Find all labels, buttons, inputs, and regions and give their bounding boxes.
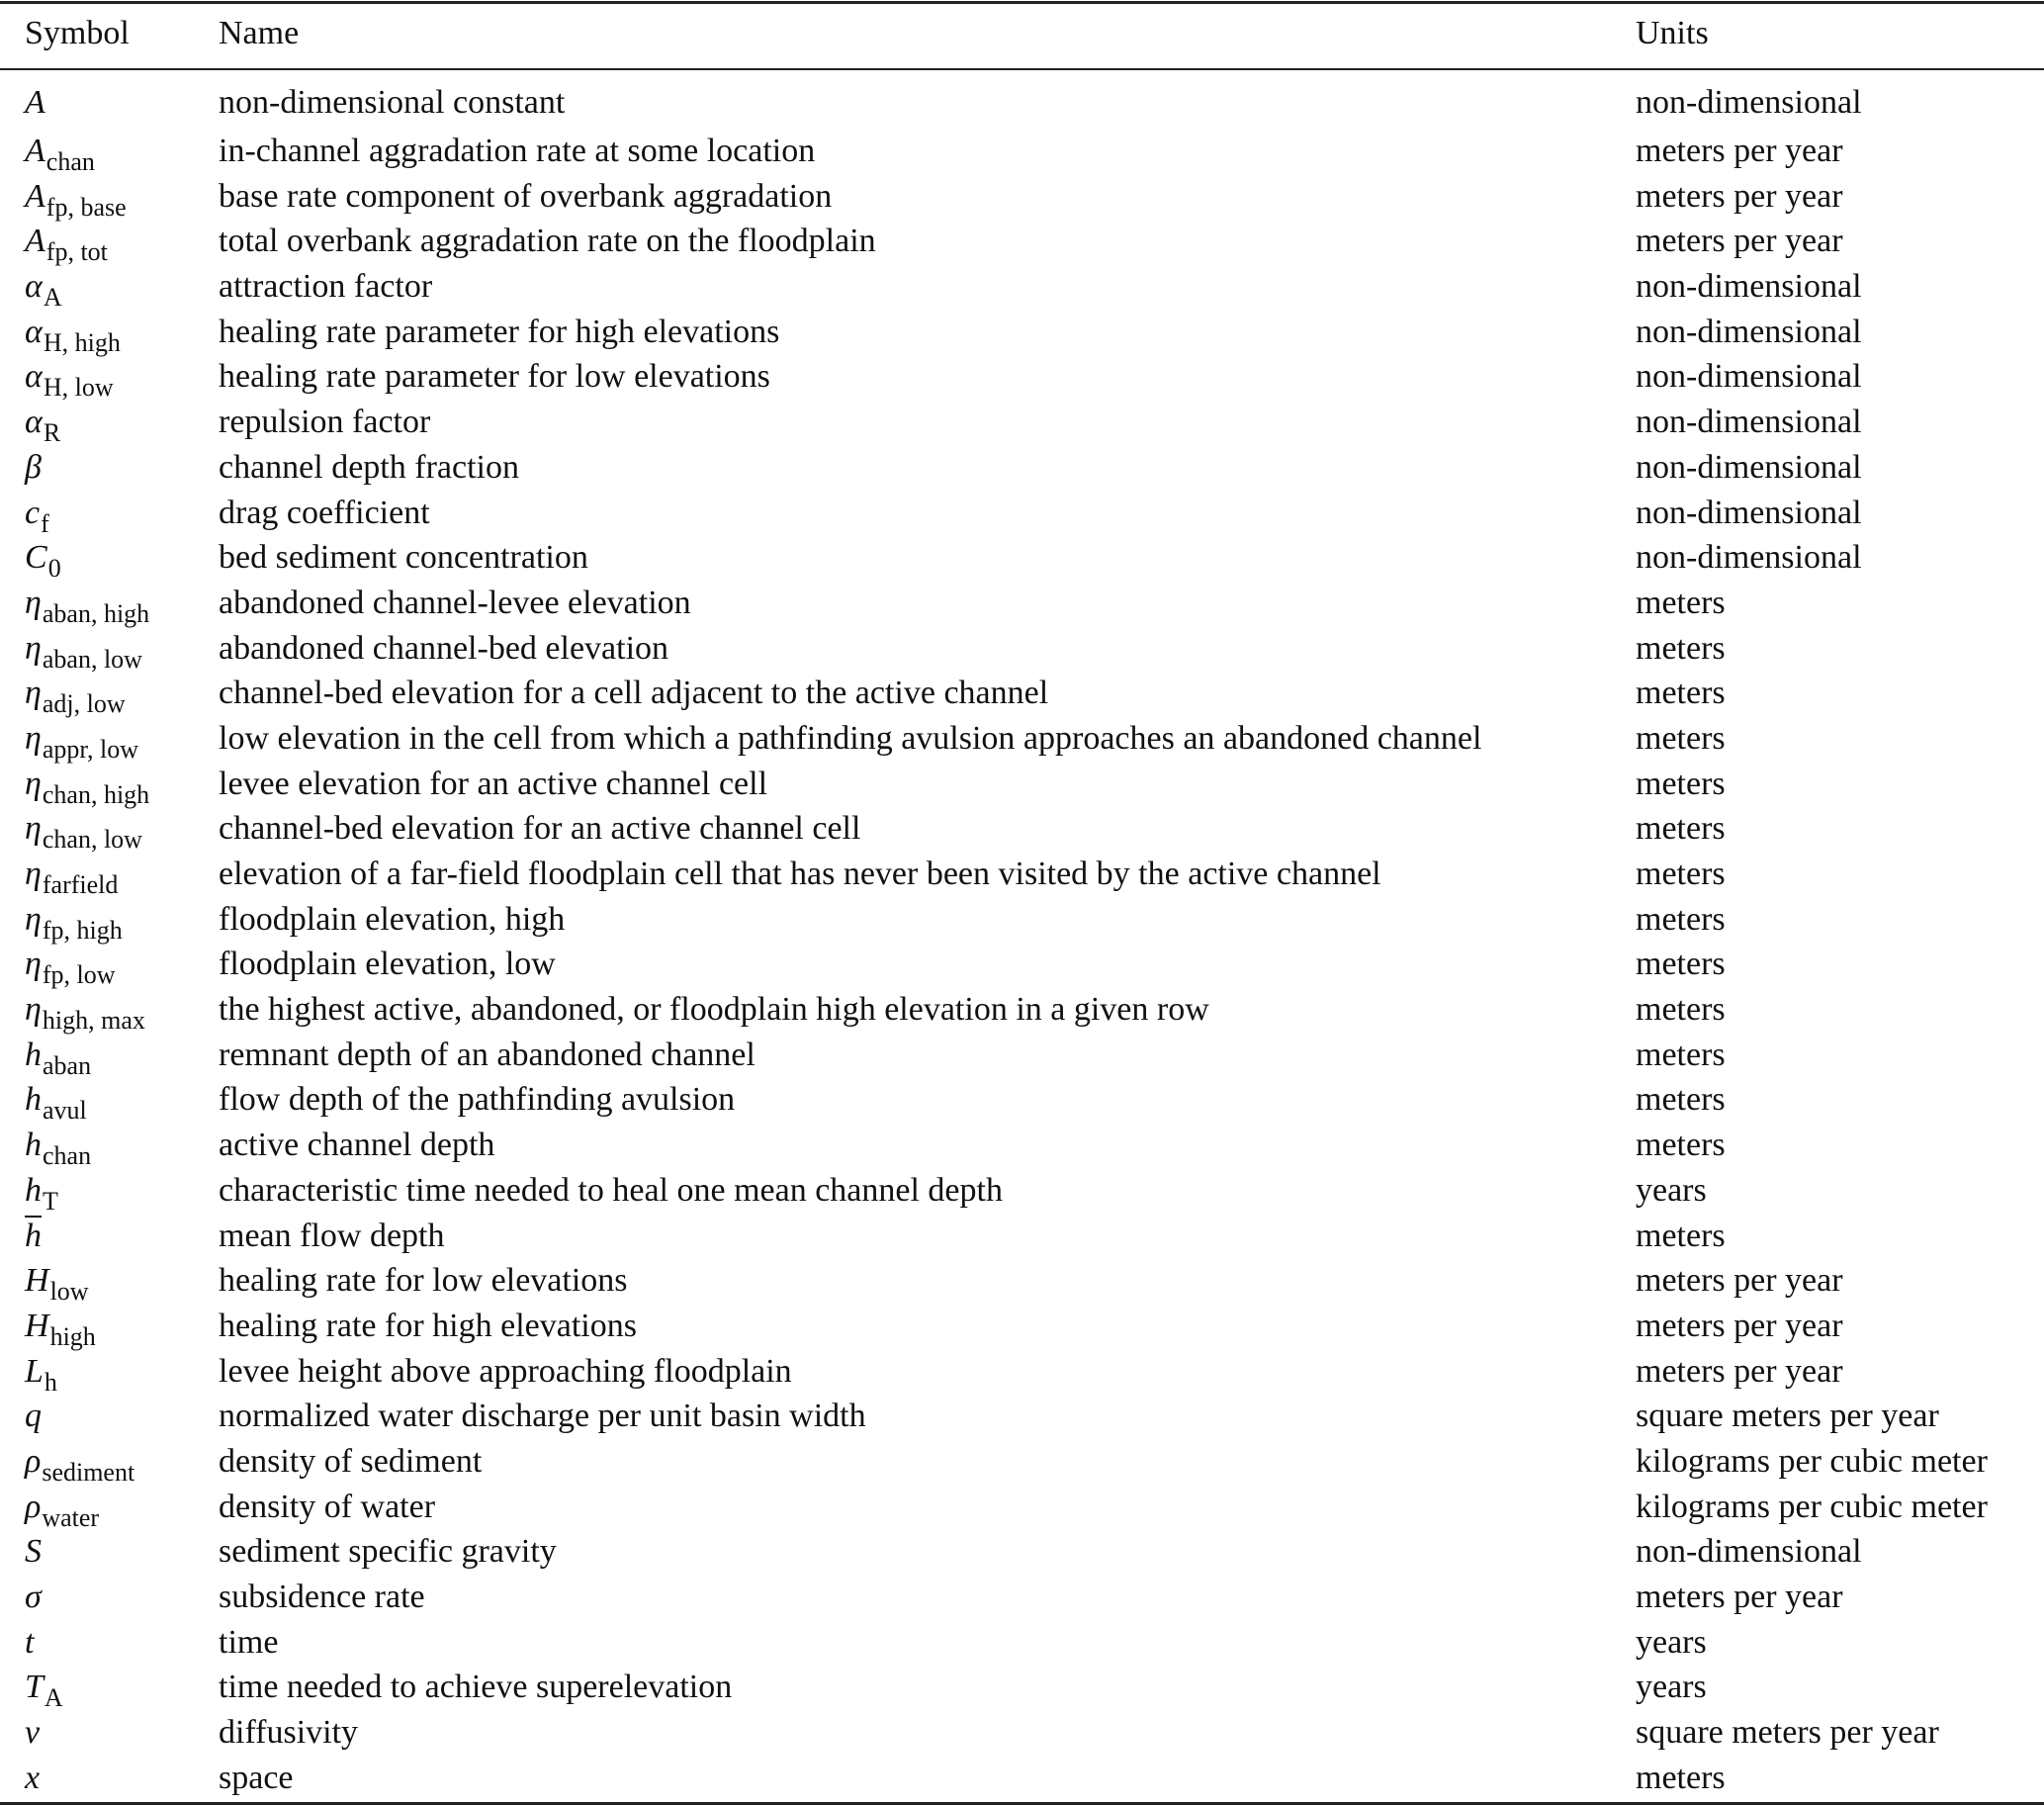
name-cell: floodplain elevation, low xyxy=(219,946,556,983)
units-cell: years xyxy=(1636,1669,1707,1706)
symbol-cell xyxy=(0,1756,219,1801)
table-row xyxy=(0,716,2044,762)
symbol-base: η xyxy=(25,629,42,667)
name-cell: low elevation in the cell from which a pathfinding avulsion approaches an abandoned channel xyxy=(219,719,1482,757)
name-cell: non-dimensional constant xyxy=(219,84,566,121)
symbol-cell xyxy=(0,1575,219,1620)
units-cell: meters per year xyxy=(1636,1579,1843,1615)
symbol-cell xyxy=(0,1439,219,1485)
symbol-base: α xyxy=(25,404,43,441)
symbol-base: α xyxy=(25,268,43,306)
name-cell: characteristic time needed to heal one mean channel depth xyxy=(219,1171,1003,1209)
units-cell: meters xyxy=(1636,810,1726,848)
symbol-subscript: water xyxy=(42,1502,100,1532)
symbol-base: σ xyxy=(25,1579,42,1615)
units-cell: meters xyxy=(1636,629,1726,667)
symbol-base: $\overline{h}$ xyxy=(25,1217,42,1254)
symbol-cell xyxy=(0,1485,219,1530)
name-cell: mean flow depth xyxy=(219,1217,445,1254)
symbol-base: h xyxy=(25,1171,42,1209)
table-row xyxy=(0,219,2044,264)
table-row xyxy=(0,1349,2044,1395)
symbol-base: β xyxy=(25,448,42,486)
table-row xyxy=(0,1394,2044,1439)
header-row xyxy=(0,0,2044,70)
units-cell: meters xyxy=(1636,1127,1726,1164)
units-cell: meters per year xyxy=(1636,1307,1843,1344)
symbol-subscript: aban, high xyxy=(42,598,150,628)
header-symbol: Symbol xyxy=(25,15,130,51)
name-cell: total overbank aggradation rate on the floodplain xyxy=(219,223,876,260)
units-cell: meters xyxy=(1636,765,1726,802)
table-row xyxy=(0,1033,2044,1078)
symbol-base: C xyxy=(25,539,47,577)
name-cell: floodplain elevation, high xyxy=(219,900,566,938)
symbol-cell xyxy=(0,762,219,807)
table-row xyxy=(0,174,2044,220)
symbol-base: η xyxy=(25,856,42,892)
symbol-base: c xyxy=(25,494,41,531)
name-cell: time needed to achieve superelevation xyxy=(219,1669,733,1706)
symbol-cell xyxy=(0,1304,219,1349)
symbol-cell xyxy=(0,400,219,448)
symbol-subscript: T xyxy=(43,1186,58,1216)
name-cell: healing rate parameter for low elevations xyxy=(219,358,770,396)
table-row xyxy=(0,1304,2044,1349)
symbol-base: t xyxy=(25,1623,35,1661)
symbol-cell xyxy=(0,1349,219,1395)
symbol-subscript: sediment xyxy=(42,1457,135,1487)
header-name: Name xyxy=(219,15,300,51)
name-cell: channel depth fraction xyxy=(219,448,519,486)
units-cell: years xyxy=(1636,1623,1707,1661)
symbol-subscript: A xyxy=(43,283,62,313)
units-cell: non-dimensional xyxy=(1636,84,1862,121)
symbol-subscript: avul xyxy=(43,1096,87,1126)
symbol-cell xyxy=(0,1077,219,1126)
name-cell: time xyxy=(219,1623,279,1661)
table-row xyxy=(0,354,2044,400)
table-row xyxy=(0,1529,2044,1575)
header-units: Units xyxy=(1636,15,1709,51)
symbol-subscript: H, high xyxy=(43,327,121,357)
symbol-subscript: adj, low xyxy=(42,689,126,719)
table-row xyxy=(0,1077,2044,1123)
symbol-base: A xyxy=(25,84,45,121)
name-cell: levee elevation for an active channel cell xyxy=(219,765,768,802)
symbol-base: η xyxy=(25,675,42,712)
symbol-subscript: aban, low xyxy=(42,644,142,674)
symbol-cell xyxy=(0,987,219,1036)
symbol-cell xyxy=(0,1394,219,1439)
units-cell: meters xyxy=(1636,856,1726,892)
symbol-subscript: fp, base xyxy=(45,192,127,222)
units-cell: meters per year xyxy=(1636,177,1843,215)
units-cell: non-dimensional xyxy=(1636,358,1862,396)
symbol-subscript: appr, low xyxy=(42,734,139,764)
symbol-cell xyxy=(0,1214,219,1259)
name-cell: active channel depth xyxy=(219,1127,495,1164)
symbol-subscript: fp, low xyxy=(42,960,116,990)
units-cell: meters xyxy=(1636,1217,1726,1254)
symbol-subscript: R xyxy=(43,418,61,448)
units-cell: meters xyxy=(1636,1081,1726,1119)
symbol-subscript: fp, high xyxy=(42,915,123,945)
symbol-cell xyxy=(0,491,219,536)
symbol-base: T xyxy=(25,1669,44,1706)
symbol-base: h xyxy=(25,1036,42,1073)
symbol-cell xyxy=(0,174,219,220)
symbol-cell xyxy=(0,264,219,313)
units-cell: meters per year xyxy=(1636,1352,1843,1390)
name-cell: space xyxy=(219,1759,294,1796)
table-row xyxy=(0,806,2044,852)
name-cell: in-channel aggradation rate at some location xyxy=(219,133,816,169)
name-cell: drag coefficient xyxy=(219,494,430,531)
table-row xyxy=(0,1710,2044,1756)
table-row xyxy=(0,129,2044,174)
name-cell: normalized water discharge per unit basin width xyxy=(219,1398,866,1435)
units-cell: meters per year xyxy=(1636,133,1843,169)
table-row xyxy=(0,1168,2044,1214)
name-cell: sediment specific gravity xyxy=(219,1533,557,1571)
table-row xyxy=(0,987,2044,1033)
symbol-base: L xyxy=(25,1352,44,1390)
table-row xyxy=(0,70,2044,129)
symbol-subscript: H, low xyxy=(43,373,114,403)
symbol-base: S xyxy=(25,1533,42,1571)
symbol-subscript: chan, low xyxy=(42,825,142,855)
table-row xyxy=(0,626,2044,672)
symbol-base: A xyxy=(25,177,45,215)
units-cell: non-dimensional xyxy=(1636,448,1862,486)
name-cell: diffusivity xyxy=(219,1714,359,1752)
symbol-base: η xyxy=(25,810,42,848)
symbol-cell xyxy=(0,1710,219,1756)
table-row xyxy=(0,400,2044,445)
symbol-cell xyxy=(0,1033,219,1078)
units-cell: non-dimensional xyxy=(1636,1533,1862,1571)
units-cell: meters xyxy=(1636,675,1726,712)
units-cell: meters xyxy=(1636,719,1726,757)
symbol-subscript: high xyxy=(49,1321,96,1351)
symbol-base: x xyxy=(25,1759,41,1796)
name-cell: elevation of a far-field floodplain cell that has never been visited by the active channel xyxy=(219,856,1381,892)
symbol-cell xyxy=(0,445,219,491)
symbol-base: α xyxy=(25,358,43,396)
name-cell: levee height above approaching floodplain xyxy=(219,1352,792,1390)
symbol-subscript: f xyxy=(41,508,49,538)
symbol-base: η xyxy=(25,765,42,802)
name-cell: remnant depth of an abandoned channel xyxy=(219,1036,755,1073)
units-cell: non-dimensional xyxy=(1636,268,1862,306)
symbol-cell xyxy=(0,581,219,626)
symbol-cell xyxy=(0,852,219,897)
name-cell: healing rate for low elevations xyxy=(219,1262,628,1300)
name-cell: subsidence rate xyxy=(219,1579,425,1615)
symbol-cell xyxy=(0,310,219,355)
symbol-base: A xyxy=(25,223,45,260)
table-header xyxy=(0,0,2044,70)
table-row xyxy=(0,535,2044,581)
table-row xyxy=(0,1439,2044,1485)
units-cell: non-dimensional xyxy=(1636,539,1862,577)
table-row xyxy=(0,1123,2044,1168)
symbol-base: ρ xyxy=(25,1442,42,1480)
name-cell: density of sediment xyxy=(219,1442,483,1480)
table-row xyxy=(0,310,2044,355)
symbol-cell xyxy=(0,1258,219,1307)
units-cell: meters xyxy=(1636,1036,1726,1073)
units-cell: non-dimensional xyxy=(1636,404,1862,441)
units-cell: meters xyxy=(1636,584,1726,621)
table-row xyxy=(0,1756,2044,1801)
table-row xyxy=(0,1214,2044,1259)
symbol-cell xyxy=(0,716,219,762)
symbol-subscript: A xyxy=(44,1683,63,1713)
units-cell: meters xyxy=(1636,991,1726,1029)
symbol-base: η xyxy=(25,719,42,757)
units-cell: meters per year xyxy=(1636,1262,1843,1300)
symbol-cell xyxy=(0,1123,219,1171)
name-cell: the highest active, abandoned, or floodplain high elevation in a given row xyxy=(219,991,1209,1029)
units-cell: meters xyxy=(1636,946,1726,983)
name-cell: bed sediment concentration xyxy=(219,539,588,577)
symbol-base: h xyxy=(25,1081,42,1119)
name-cell: healing rate for high elevations xyxy=(219,1307,637,1344)
table-row xyxy=(0,1620,2044,1666)
name-cell: abandoned channel-levee elevation xyxy=(219,584,691,621)
symbol-subscript: fp, tot xyxy=(45,237,108,267)
table-row xyxy=(0,671,2044,716)
units-cell: kilograms per cubic meter xyxy=(1636,1442,1988,1480)
name-cell: healing rate parameter for high elevations xyxy=(219,313,780,350)
symbol-subscript: farfield xyxy=(42,870,119,899)
symbol-base: η xyxy=(25,991,42,1029)
symbol-subscript: h xyxy=(44,1367,57,1397)
name-cell: base rate component of overbank aggradation xyxy=(219,177,833,215)
name-cell: flow depth of the pathfinding avulsion xyxy=(219,1081,736,1119)
table-row xyxy=(0,264,2044,310)
name-cell: repulsion factor xyxy=(219,404,431,441)
symbol-subscript: 0 xyxy=(47,554,61,584)
table-body xyxy=(0,70,2044,1800)
symbol-cell xyxy=(0,626,219,672)
units-cell: years xyxy=(1636,1171,1707,1209)
symbol-base: α xyxy=(25,313,43,350)
table-row xyxy=(0,581,2044,626)
table-row xyxy=(0,897,2044,943)
symbol-subscript: chan, high xyxy=(42,779,150,809)
symbol-cell xyxy=(0,1529,219,1575)
units-cell: square meters per year xyxy=(1636,1714,1939,1752)
symbol-base: q xyxy=(25,1398,42,1435)
table-row xyxy=(0,1665,2044,1710)
table-row xyxy=(0,852,2044,897)
units-cell: square meters per year xyxy=(1636,1398,1939,1435)
symbol-cell xyxy=(0,671,219,719)
name-cell: abandoned channel-bed elevation xyxy=(219,629,669,667)
table-row xyxy=(0,445,2044,491)
units-cell: kilograms per cubic meter xyxy=(1636,1488,1988,1525)
symbol-subscript: chan xyxy=(43,1141,92,1171)
symbol-cell xyxy=(0,897,219,943)
symbol-base: η xyxy=(25,584,42,621)
symbol-cell xyxy=(0,806,219,855)
symbol-base: H xyxy=(25,1262,49,1300)
units-cell: meters xyxy=(1636,1759,1726,1796)
table-row xyxy=(0,491,2044,536)
name-cell: channel-bed elevation for an active channel cell xyxy=(219,810,861,848)
table-row xyxy=(0,1485,2044,1530)
symbol-base: ρ xyxy=(25,1488,42,1525)
table-row xyxy=(0,942,2044,987)
symbol-cell xyxy=(0,1665,219,1713)
table-row xyxy=(0,1575,2044,1620)
symbol-base: A xyxy=(25,133,45,169)
units-cell: non-dimensional xyxy=(1636,313,1862,350)
symbol-cell xyxy=(0,354,219,403)
symbol-subscript: aban xyxy=(43,1050,92,1080)
name-cell: attraction factor xyxy=(219,268,433,306)
symbol-subscript: chan xyxy=(45,147,95,176)
symbol-base: ν xyxy=(25,1714,41,1752)
name-cell: density of water xyxy=(219,1488,436,1525)
symbol-base: η xyxy=(25,900,42,938)
symbol-cell xyxy=(0,70,219,129)
symbol-cell xyxy=(0,535,219,584)
symbol-base: h xyxy=(25,1127,42,1164)
symbol-cell xyxy=(0,1620,219,1666)
symbol-subscript: high, max xyxy=(42,1006,145,1036)
symbol-base: H xyxy=(25,1307,49,1344)
table-bottom-rule xyxy=(0,1802,2044,1805)
symbol-cell xyxy=(0,942,219,990)
table-row xyxy=(0,762,2044,807)
units-cell: non-dimensional xyxy=(1636,494,1862,531)
symbol-base: η xyxy=(25,946,42,983)
table-row xyxy=(0,1258,2044,1304)
name-cell: channel-bed elevation for a cell adjacent to the active channel xyxy=(219,675,1049,712)
units-cell: meters xyxy=(1636,900,1726,938)
symbol-cell xyxy=(0,219,219,267)
symbol-subscript: low xyxy=(49,1277,89,1307)
symbol-cell xyxy=(0,129,219,174)
units-cell: meters per year xyxy=(1636,223,1843,260)
symbol-cell xyxy=(0,1168,219,1214)
